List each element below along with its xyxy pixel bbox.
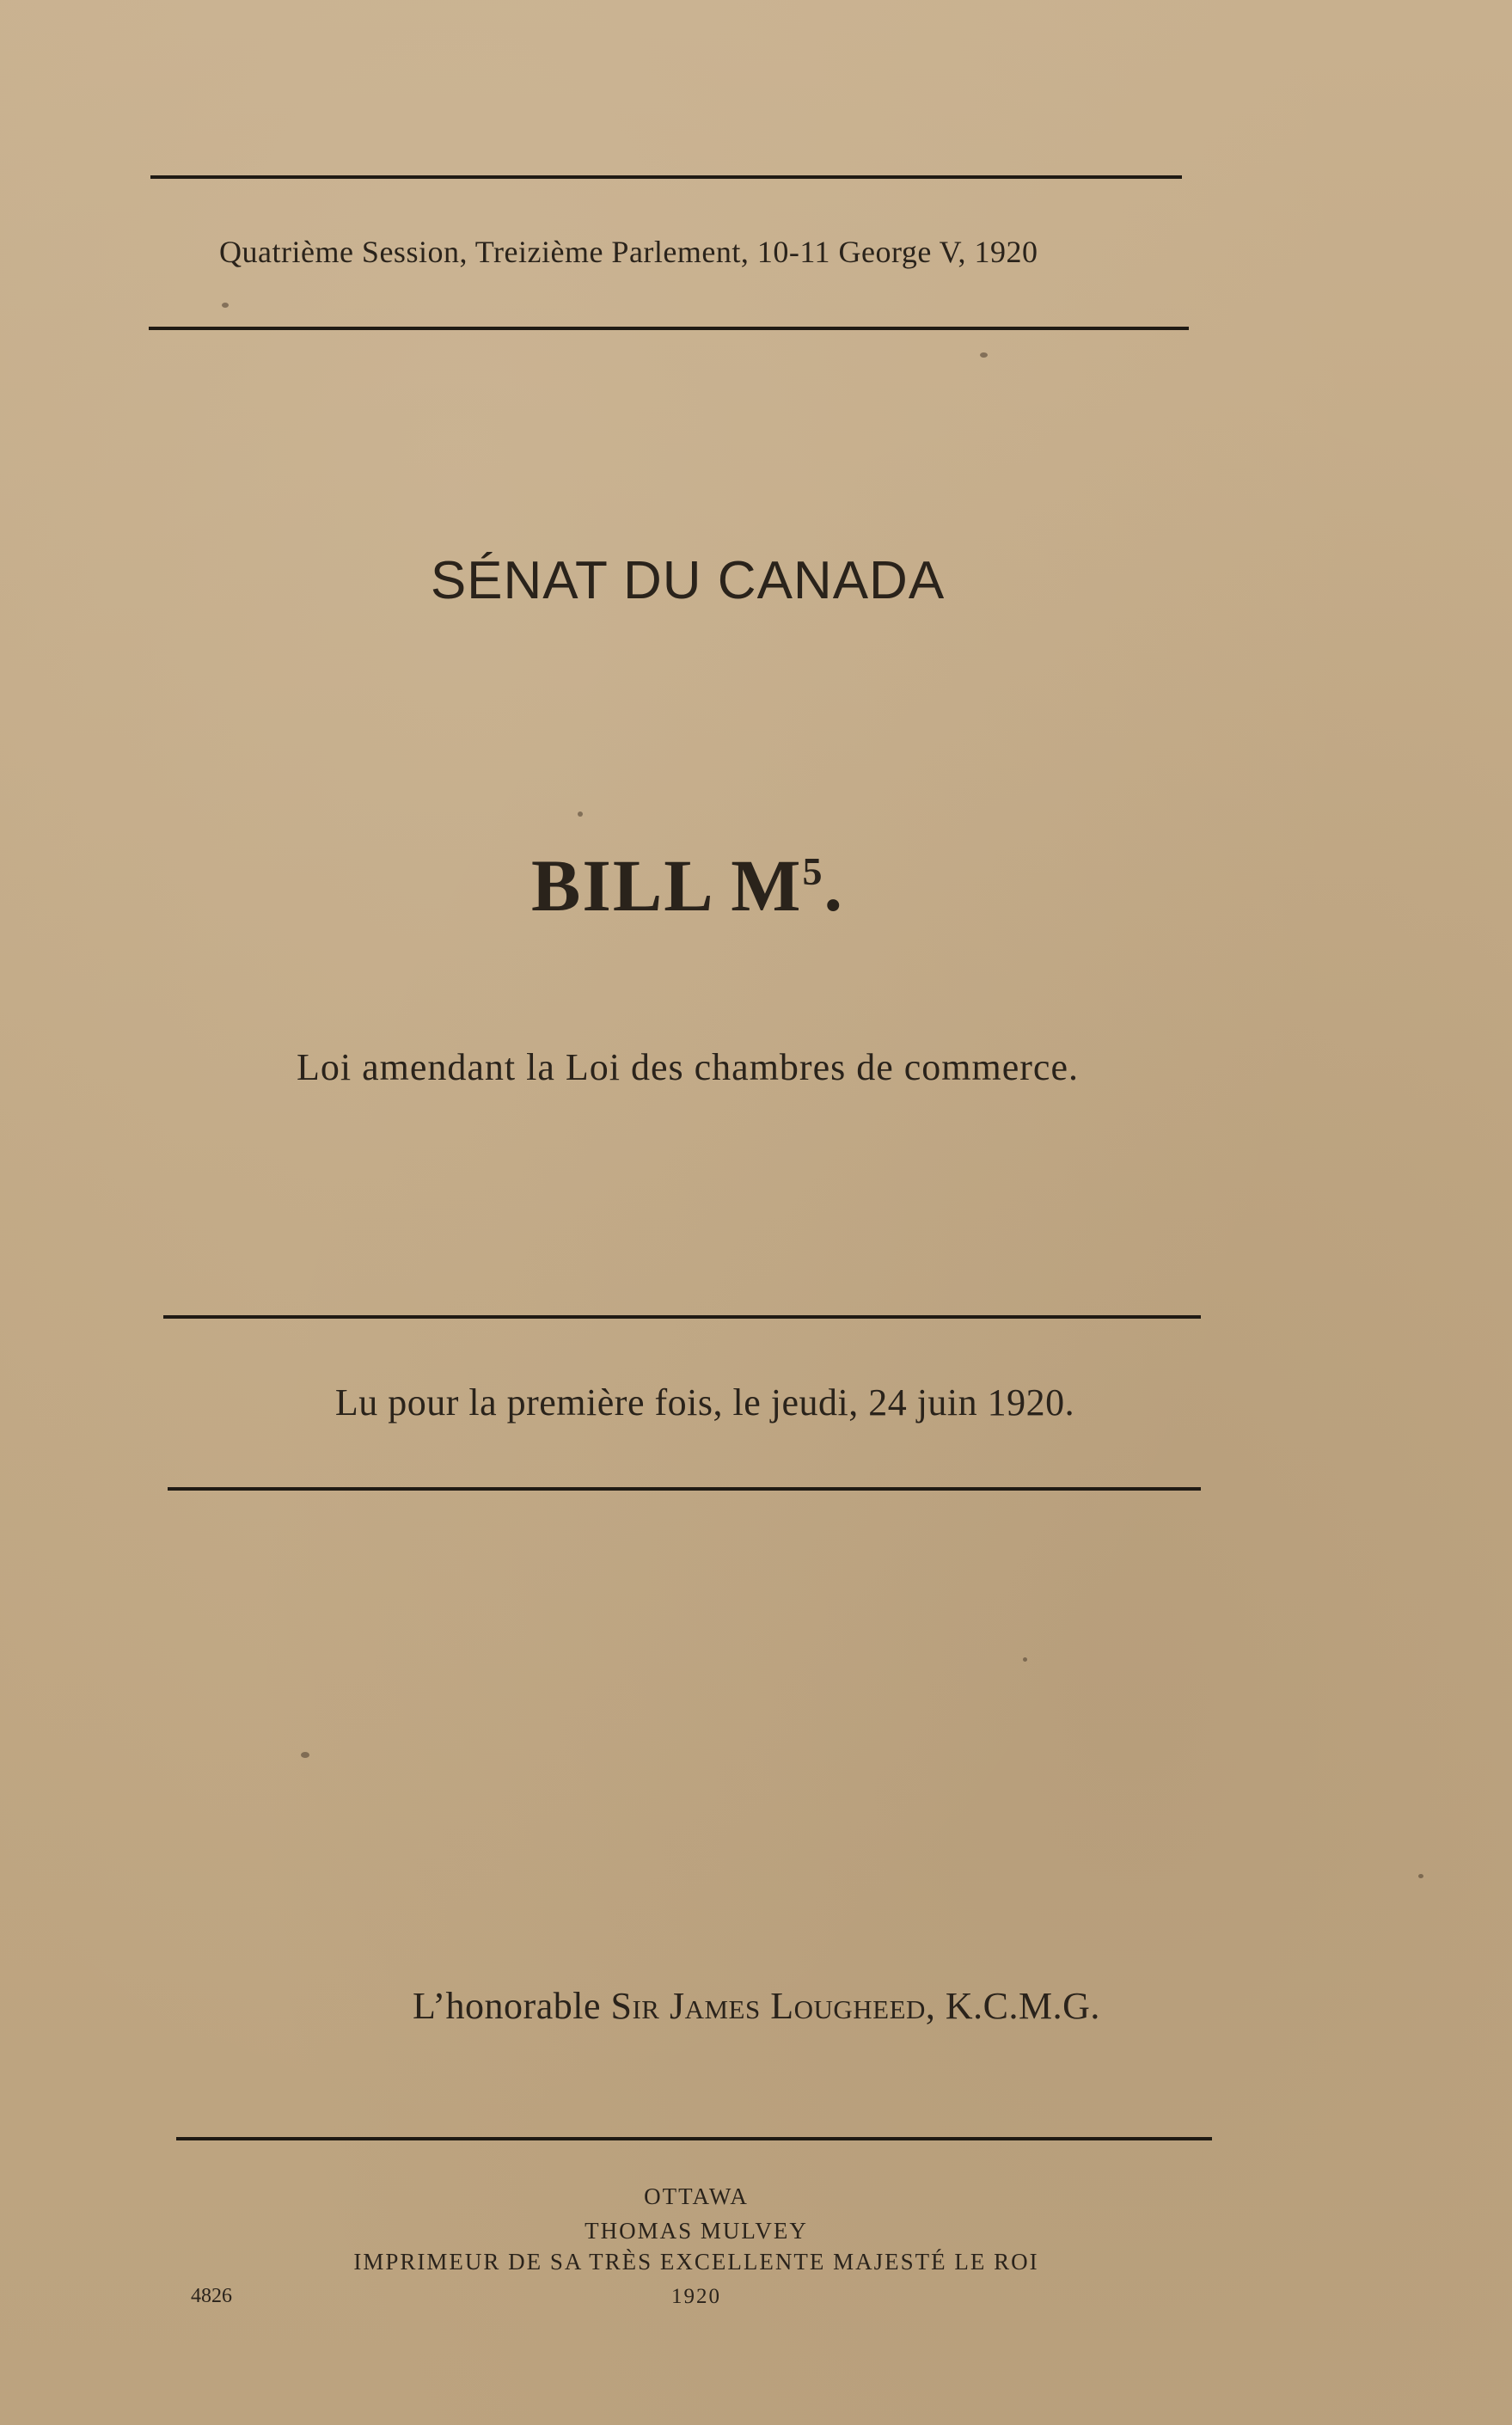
top-rule <box>150 175 1182 179</box>
sponsor-name: Sir James Lougheed <box>610 1985 926 2027</box>
session-line: Quatrième Session, Treizième Parlement, 10-11 George V, 1920 <box>219 235 1038 269</box>
chamber-heading: SÉNAT DU CANADA <box>430 551 946 610</box>
reading-bottom-rule <box>168 1487 1201 1491</box>
print-code: 4826 <box>191 2285 232 2307</box>
header-bottom-rule <box>149 327 1189 330</box>
bill-label: BILL M <box>531 844 803 927</box>
imprint-top-rule <box>176 2137 1212 2140</box>
bill-superscript: 5 <box>802 849 824 893</box>
first-reading-line: Lu pour la première fois, le jeudi, 24 juin 1920. <box>334 1381 1075 1424</box>
act-title: Loi amendant la Loi des chambres de commerce. <box>297 1046 1079 1088</box>
imprint-city: OTTAWA <box>644 2183 749 2209</box>
paper-speck <box>1023 1657 1027 1662</box>
paper-speck <box>1418 1874 1423 1878</box>
imprint-office: IMPRIMEUR DE SA TRÈS EXCELLENTE MAJESTÉ LE ROI <box>353 2249 1039 2275</box>
paper-speck <box>222 303 229 308</box>
sponsor-prefix: L’honorable <box>413 1985 611 2027</box>
sponsor-suffix: , K.C.M.G. <box>925 1985 1100 2027</box>
paper-speck <box>301 1752 309 1758</box>
bill-number <box>430 842 946 928</box>
paper-speck <box>578 811 583 817</box>
bill-period: . <box>823 844 844 927</box>
imprint-year: 1920 <box>671 2285 721 2308</box>
paper-speck <box>980 352 988 358</box>
sponsor-line <box>327 1984 1186 2028</box>
imprint-printer: THOMAS MULVEY <box>585 2218 808 2244</box>
reading-top-rule <box>163 1315 1201 1319</box>
